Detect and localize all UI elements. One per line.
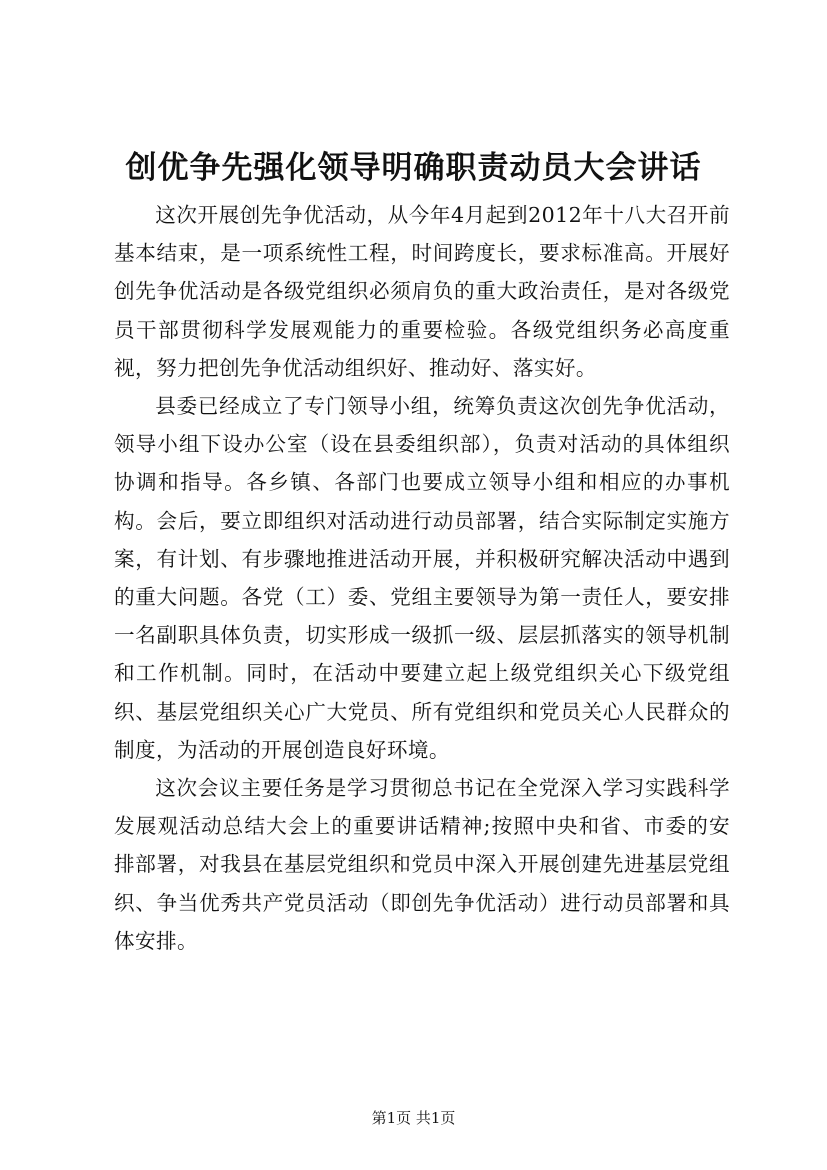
page-footer: 第1页 共1页 bbox=[371, 1109, 456, 1127]
document-title: 创优争先强化领导明确职责动员大会讲话 bbox=[125, 150, 702, 186]
paragraph-2: 县委已经成立了专门领导小组，统筹负责这次创先争优活动，领导小组下设办公室（设在县委组织部），负责对活动的具体组织协调和指导。各乡镇、各部门也要成立领导小组和相应的办事机构。会后，要立即组织对活动进行动员部署，结合实际制定实施方案，有计划、有步骤地推进活动开展，并积极研究解决活动中遇到的重大问题。各党（工）委、党组主要领导为第一责任人，要安排一名副职具体负责，切实形成一级抓一级、层层抓落实的领导机制和工作机制。同时，在活动中要建立起上级党组织关心下级党组织、基层党组织关心广大党员、所有党组织和党员关心人民群众的制度，为活动的开展创造良好环境。 bbox=[114, 394, 730, 762]
document-body bbox=[114, 196, 730, 960]
paragraph-1: 这次开展创先争优活动，从今年4月起到2012年十八大召开前基本结束，是一项系统性工程，时间跨度长，要求标准高。开展好创先争优活动是各级党组织必须肩负的重大政治责任，是对各级党员干部贯彻科学发展观能力的重要检验。各级党组织务必高度重视，努力把创先争优活动组织好、推动好、落实好。 bbox=[114, 203, 730, 380]
paragraph-3: 这次会议主要任务是学习贯彻总书记在全党深入学习实践科学发展观活动总结大会上的重要讲话精神;按照中央和省、市委的安排部署，对我县在基层党组织和党员中深入开展创建先进基层党组织、争当优秀共产党员活动（即创先争优活动）进行动员部署和具体安排。 bbox=[114, 776, 730, 953]
